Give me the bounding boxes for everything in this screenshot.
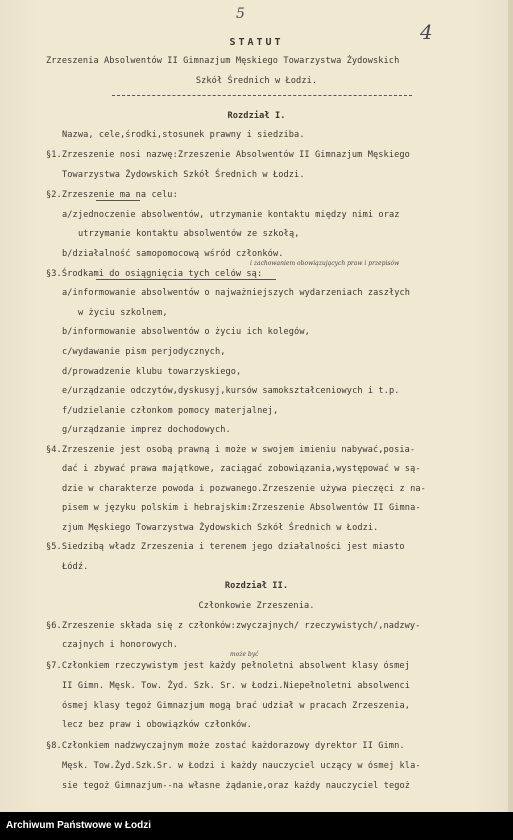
- paragraph-line: e/urządzanie odczytów,dyskusyj,kursów samokształceniowych i t.p.: [62, 386, 400, 396]
- page-mark-right: 4: [420, 20, 433, 44]
- document-title: STATUT: [229, 37, 284, 48]
- paragraph-line: a/informowanie absolwentów o najważniejszych wydarzeniach zaszłych: [62, 288, 411, 298]
- underline-mark: [96, 200, 140, 201]
- underline-mark: [96, 279, 276, 280]
- paragraph-line: zjum Męskiego Towarzystwa Żydowskich Szkół Średnich w Łodzi.: [62, 523, 379, 533]
- paragraph-line: c/wydawanie pism perjodycznych,: [62, 347, 226, 357]
- document-subtitle-2: Szkół Średnich w Łodzi.: [195, 76, 318, 86]
- paragraph-line: §7.Członkiem rzeczywistym jest każdy pełnoletni absolwent klasy ósmej: [46, 661, 410, 671]
- paragraph-line: dać i zbywać prawa majątkowe, zaciągać zobowiązania,występować w są-: [62, 464, 421, 474]
- archive-footer: Archiwum Państwowe w Łodzi: [0, 812, 513, 840]
- paragraph-line: Łódź.: [62, 562, 89, 572]
- paragraph-line: §6.Zrzeszenie składa się z członków:zwyczajnych/ rzeczywistych/,nadzwy-: [46, 621, 421, 631]
- paragraph-line: Męsk. Tow.Żyd.Szk.Sr. w Łodzi i każdy nauczyciel uczący w ósmej kla-: [62, 761, 421, 771]
- paragraph-line: §5.Siedzibą władz Zrzeszenia i terenem jego działalności jest miasto: [46, 542, 405, 552]
- paragraph-line: g/urządzanie imprez dochodowych.: [62, 425, 231, 435]
- paragraph-line: II Gimn. Męsk. Tow. Żyd. Szk. Sr. w Łodzi.Niepełnoletni absolwenci: [62, 681, 411, 691]
- paragraph-line: §4.Zrzeszenie jest osobą prawną i może w swojem imieniu nabywać,posia-: [46, 445, 416, 455]
- chapter-subheading: Nazwa, cele,środki,stosunek prawny i siedziba.: [62, 130, 305, 140]
- title-separator: [112, 95, 412, 96]
- paragraph-line: w życiu szkolnem,: [78, 308, 168, 318]
- paragraph-line: pisem w języku polskim i hebrajskim:Zrzeszenie Absolwentów II Gimna-: [62, 503, 421, 513]
- handwritten-insert-s3: i zachowaniem obowiązujących praw i przepisów: [250, 260, 400, 267]
- paragraph-line: §2.Zrzeszenie ma na celu:: [46, 190, 178, 200]
- page-edge: [508, 0, 513, 812]
- chapter-subheading: Członkowie Zrzeszenia.: [198, 601, 315, 611]
- paragraph-line: utrzymanie kontaktu absolwentów ze szkołą,: [78, 229, 300, 239]
- paragraph-line: ósmej klasy tegoż Gimnazjum mogą brać udział w pracach Zrzeszenia,: [62, 701, 411, 711]
- chapter-heading: Rozdział I.: [227, 111, 286, 121]
- paragraph-line: b/działalność samopomocową wśród członków.: [62, 249, 284, 259]
- paragraph-line: czajnych i honorowych.: [62, 640, 179, 650]
- paragraph-line: f/udzielanie członkom pomocy materjalnej,: [62, 406, 279, 416]
- paragraph-line: §3.Środkami do osiągnięcia tych celów są:: [46, 269, 263, 279]
- paragraph-line: §8.Członkiem nadzwyczajnym może zostać każdorazowy dyrektor II Gimn.: [46, 741, 405, 751]
- paragraph-line: dzie w charakterze powoda i pozwanego.Zrzeszenie używa pieczęci z na-: [62, 484, 426, 494]
- page-mark-top: 5: [236, 6, 245, 22]
- paragraph-line: d/prowadzenie klubu towarzyskiego,: [62, 367, 242, 377]
- paragraph-line: §1.Zrzeszenie nosi nazwę:Zrzeszenie Absolwentów II Gimnazjum Męskiego: [46, 150, 410, 160]
- paragraph-line: Towarzystwa Żydowskich Szkół Średnich w Łodzi.: [62, 170, 305, 180]
- document-subtitle-1: Zrzeszenia Absolwentów II Gimnazjum Męskiego Towarzystwa Żydowskich: [46, 56, 400, 66]
- paragraph-line: b/informowanie absolwentów o życiu ich kolegów,: [62, 327, 310, 337]
- handwritten-insert-s7: może być: [230, 651, 259, 658]
- paragraph-line: lecz bez praw i obowiązków członków.: [62, 720, 252, 730]
- chapter-heading: Rozdział II.: [224, 581, 289, 591]
- paragraph-line: a/zjednoczenie absolwentów, utrzymanie kontaktu między nimi oraz: [62, 210, 400, 220]
- paragraph-line: sie tegoż Gimnazjum--na własne żądanie,oraz każdy nauczyciel tegoż: [62, 781, 411, 791]
